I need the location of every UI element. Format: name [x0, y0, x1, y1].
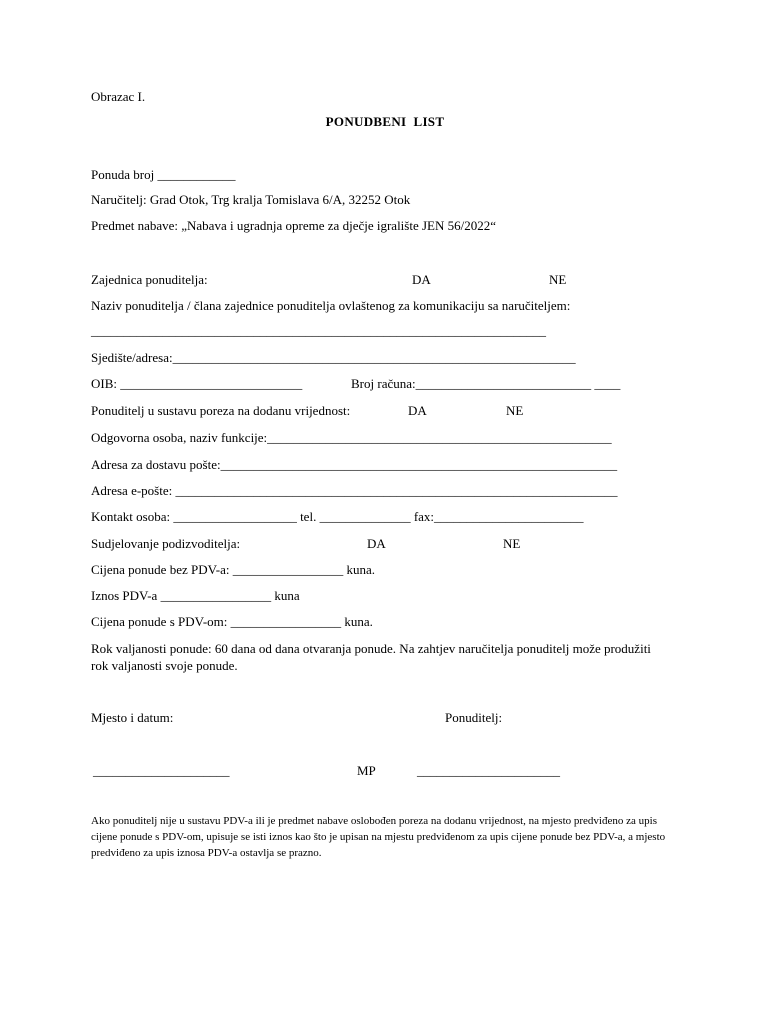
oib-field[interactable]: OIB: ____________________________ [91, 376, 303, 391]
zajednica-da-option[interactable]: DA [412, 272, 431, 287]
pdv-da-option[interactable]: DA [408, 403, 427, 418]
form-label: Obrazac I. [91, 89, 146, 104]
predmet-text: Predmet nabave: „Nabava i ugradnja opreme za dječje igralište JEN 56/2022“ [91, 218, 497, 233]
signature-left-line[interactable]: _____________________ [93, 763, 230, 778]
podizvoditelj-label: Sudjelovanje podizvoditelja: [91, 536, 241, 551]
podizvoditelj-ne-option[interactable]: NE [503, 536, 521, 551]
zajednica-label: Zajednica ponuditelja: [91, 272, 208, 287]
email-field[interactable]: Adresa e-pošte: ____________________________________________________________________ [91, 483, 618, 498]
ponuda-broj-field[interactable]: Ponuda broj ____________ [91, 167, 236, 182]
cijena-bez-pdv-field[interactable]: Cijena ponude bez PDV-a: _________________ kuna. [91, 562, 376, 577]
naziv-input-line[interactable]: ______________________________________________________________________ [91, 323, 546, 338]
rok-valjanosti-text: Rok valjanosti ponude: 60 dana od dana otvaranja ponude. Na zahtjev naručitelja ponuditelj može produžiti rok valjanosti svoje ponude. [91, 641, 651, 673]
sjediste-field[interactable]: Sjedište/adresa:______________________________________________________________ [91, 350, 576, 365]
footnote-text: Ako ponuditelj nije u sustavu PDV-a ili je predmet nabave oslobođen poreza na dodanu vrijednost, na mjesto predviđeno za upis cijene ponude s PDV-om, upisuje se isti iznos kao što je upisan na mjestu predviđenom za upis cijene ponude bez PDV-a, a mjesto predviđeno za upis iznosa PDV-a ostavlja se prazno. [91, 815, 666, 859]
zajednica-ne-option[interactable]: NE [549, 272, 567, 287]
cijena-s-pdv-field[interactable]: Cijena ponude s PDV-om: _________________ kuna. [91, 614, 373, 629]
narucitelj-text: Naručitelj: Grad Otok, Trg kralja Tomislava 6/A, 32252 Otok [91, 192, 411, 207]
mjesto-datum-label: Mjesto i datum: [91, 710, 174, 725]
broj-racuna-field[interactable]: Broj računa:___________________________ ____ [351, 376, 621, 391]
pdv-ne-option[interactable]: NE [506, 403, 524, 418]
page-title: PONUDBENI LIST [325, 114, 445, 129]
mp-stamp-label: MP [357, 763, 376, 778]
naziv-label: Naziv ponuditelja / člana zajednice ponuditelja ovlaštenog za komunikaciju sa naručiteljem: [91, 298, 571, 313]
ponuditelj-label: Ponuditelj: [445, 710, 503, 725]
odgovorna-osoba-field[interactable]: Odgovorna osoba, naziv funkcije:_____________________________________________________ [91, 430, 612, 445]
podizvoditelj-da-option[interactable]: DA [367, 536, 386, 551]
signature-right-line[interactable]: ______________________ [417, 763, 560, 778]
adresa-dostava-field[interactable]: Adresa za dostavu pošte:_____________________________________________________________ [91, 457, 618, 472]
kontakt-field[interactable]: Kontakt osoba: ___________________ tel. ______________ fax:_______________________ [91, 509, 584, 524]
iznos-pdv-field[interactable]: Iznos PDV-a _________________ kuna [91, 588, 300, 603]
pdv-sustav-label: Ponuditelj u sustavu poreza na dodanu vrijednost: [91, 403, 351, 418]
